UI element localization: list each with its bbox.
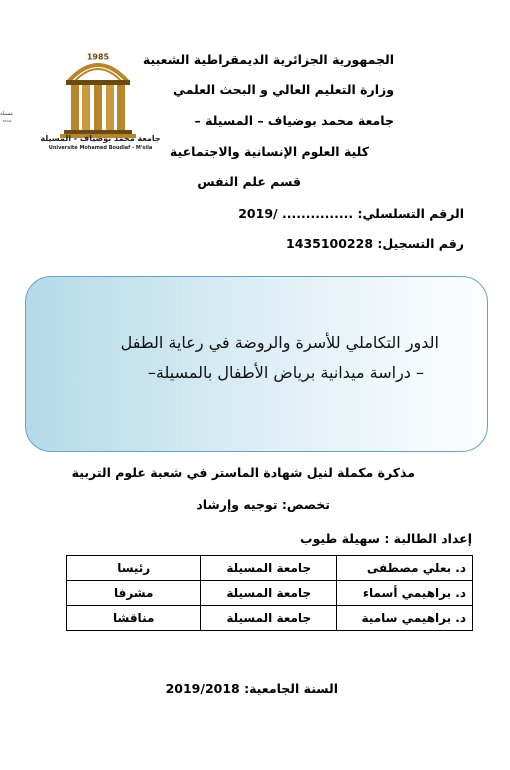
- jury-name: د. بعلي مصطفى: [337, 556, 473, 581]
- jury-role: مشرفا: [67, 581, 201, 606]
- header-university: جامعة محمد بوضياف – المسيلة –: [194, 113, 394, 128]
- jury-role: رئيسا: [67, 556, 201, 581]
- degree-statement: مذكرة مكملة لنيل شهادة الماستر في شعبة علوم التربية: [71, 465, 415, 480]
- table-row: [67, 556, 473, 581]
- logo-side-ar: مسيلة: [0, 111, 13, 117]
- table-row: [67, 581, 473, 606]
- thesis-title-line1: الدور التكاملي للأسرة والروضة في رعاية الطفل: [120, 333, 439, 352]
- university-emblem-icon: [38, 44, 158, 144]
- university-logo: [38, 44, 158, 144]
- thesis-title-line2: – دراسة ميدانية برياض الأطفال بالمسيلة–: [147, 363, 424, 382]
- logo-year: 1985: [86, 52, 110, 62]
- header-faculty: كلية العلوم الإنسانية والاجتماعية: [169, 144, 369, 159]
- serial-number: الرقم التسلسلي: ............... /2019: [238, 206, 464, 221]
- header-department: قسم علم النفس: [197, 174, 301, 189]
- logo-side-fr: M'sila: [3, 119, 12, 123]
- table-row: [67, 606, 473, 631]
- jury-name: د. براهيمي سامية: [337, 606, 473, 631]
- jury-table: [66, 555, 473, 631]
- jury-name: د. براهيمي أسماء: [337, 581, 473, 606]
- jury-university: جامعة المسيلة: [201, 606, 337, 631]
- jury-university: جامعة المسيلة: [201, 556, 337, 581]
- prepared-by: إعداد الطالبة : سهيلة طيوب: [300, 531, 472, 546]
- logo-name-ar: جامعة محمد بوضياف - المسيلة: [40, 134, 161, 143]
- header-republic: الجمهورية الجزائرية الديمقراطية الشعبية: [142, 52, 394, 67]
- logo-name-fr: Université Mohamed Boudiaf - M'sila: [48, 145, 153, 151]
- header-ministry: وزارة التعليم العالي و البحث العلمي: [172, 82, 394, 97]
- jury-role: مناقشا: [67, 606, 201, 631]
- registration-number: رقم التسجيل: 1435100228: [286, 236, 464, 251]
- jury-university: جامعة المسيلة: [201, 581, 337, 606]
- specialty: تخصص: توجيه وإرشاد: [196, 497, 330, 512]
- academic-year: السنة الجامعية: 2019/2018: [165, 681, 338, 696]
